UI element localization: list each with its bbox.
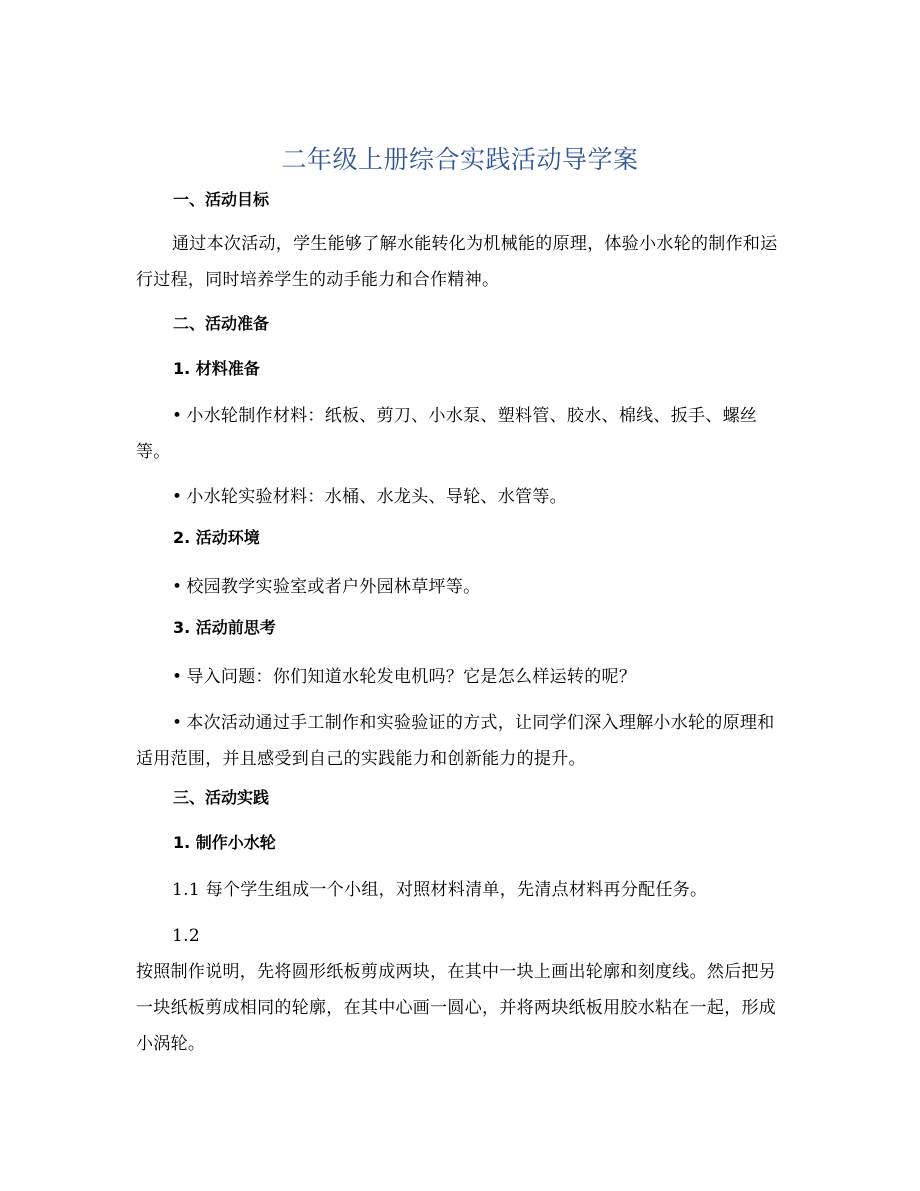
section-heading-practice: 三、活动实践 <box>173 788 270 807</box>
section-heading-goals: 一、活动目标 <box>173 190 270 209</box>
step-1-2-label: 1.2 <box>172 926 200 946</box>
subheading-pre-thinking: 3. 活动前思考 <box>173 618 276 637</box>
bullet-icon: • <box>172 406 183 426</box>
subheading-make-waterwheel: 1. 制作小水轮 <box>173 833 276 852</box>
goals-paragraph: 通过本次活动，学生能够了解水能转化为机械能的原理，体验小水轮的制作和运行过程，同时培养学生的动手能力和合作精神。 <box>136 234 778 290</box>
bullet-icon: • <box>172 713 183 733</box>
list-item: • 本次活动通过手工制作和实验验证的方式，让同学们深入理解小水轮的原理和适用范围，并且感受到自己的实践能力和创新能力的提升。 <box>136 713 775 769</box>
list-item: • 导入问题：你们知道水轮发电机吗？它是怎么样运转的呢？ <box>172 667 637 687</box>
step-1-1: 1.1 每个学生组成一个小组，对照材料清单，先清点材料再分配任务。 <box>172 880 708 900</box>
list-item: • 小水轮实验材料：水桶、水龙头、导轮、水管等。 <box>172 487 567 507</box>
section-heading-preparation: 二、活动准备 <box>173 314 270 333</box>
bullet-icon: • <box>172 577 183 597</box>
subheading-materials: 1. 材料准备 <box>173 359 260 378</box>
bullet-icon: • <box>172 487 183 507</box>
subheading-environment: 2. 活动环境 <box>173 528 260 547</box>
list-item: • 小水轮制作材料：纸板、剪刀、小水泵、塑料管、胶水、棉线、扳手、螺丝等。 <box>136 406 758 462</box>
document-title: 二年级上册综合实践活动导学案 <box>281 145 639 174</box>
list-item: • 校园教学实验室或者户外园林草坪等。 <box>172 577 481 597</box>
step-1-2-text: 按照制作说明，先将圆形纸板剪成两块，在其中一块上画出轮廓和刻度线。然后把另一块纸板剪成相同的轮廓，在其中心画一圆心，并将两块纸板用胶水粘在一起，形成小涡轮。 <box>136 962 777 1054</box>
bullet-icon: • <box>172 667 183 687</box>
